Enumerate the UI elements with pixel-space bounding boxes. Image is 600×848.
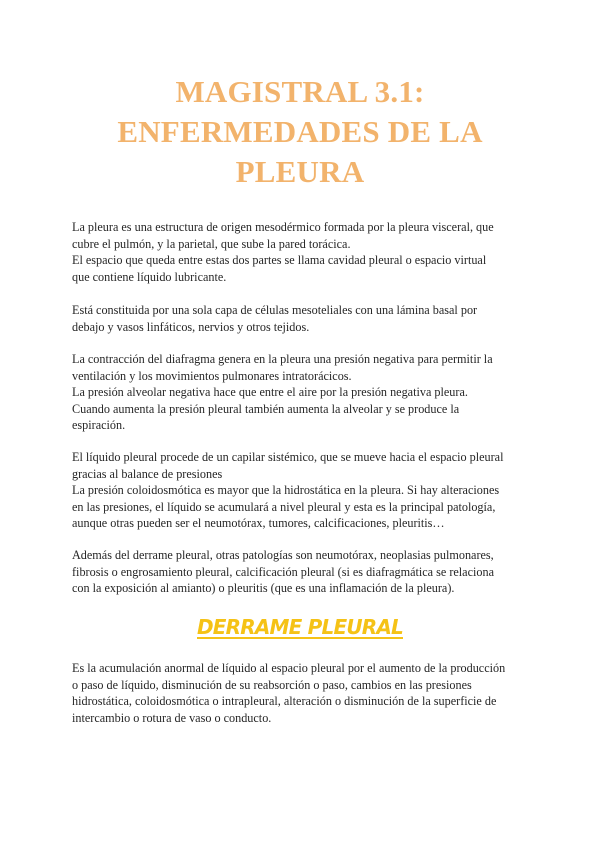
paragraph-derrame-definition [72, 660, 534, 726]
text-line: Es la acumulación anormal de líquido al espacio pleural por el aumento de la producción [72, 661, 506, 675]
text-line: La presión coloidosmótica es mayor que la hidrostática en la pleura. Si hay alteraciones [72, 483, 500, 498]
text-line: debajo y vasos linfáticos, nervios y otros tejidos. [72, 319, 310, 334]
text-line: Cuando aumenta la presión pleural también aumenta la alveolar y se produce la [72, 401, 460, 416]
text-line: o paso de líquido, disminución de su reabsorción o paso, cambios en las presiones [72, 677, 472, 692]
text-line: Además del derrame pleural, otras patologías son neumotórax, neoplasias pulmonares, [72, 548, 494, 562]
title-line: MAGISTRAL 3.1: [175, 74, 425, 109]
title-line: ENFERMEDADES DE LA [117, 114, 483, 149]
text-line: fibrosis o engrosamiento pleural, calcificación pleural (si es diafragmática se relaciona [72, 564, 494, 579]
text-line: La pleura es una estructura de origen mesodérmico formada por la pleura visceral, que [72, 220, 494, 234]
text-line: El espacio que queda entre estas dos partes se llama cavidad pleural o espacio virtual [72, 253, 487, 268]
page-title [60, 72, 540, 192]
paragraph-pleura-structure [72, 219, 534, 285]
paragraph-composition [72, 302, 534, 335]
text-line: aunque otras pueden ser el neumotórax, tumores, calcificaciones, pleuritis… [72, 516, 445, 531]
text-line: en las presiones, el líquido se acumulará a nivel pleural y esta es la principal patología, [72, 499, 496, 514]
text-line: hidrostática, coloidosmótica o intrapleural, alteración o disminución de la superficie de [72, 694, 497, 709]
text-line: La presión alveolar negativa hace que entre el aire por la presión negativa pleura. [72, 385, 468, 400]
text-line: cubre el pulmón, y la parietal, que sube la pared torácica. [72, 236, 351, 251]
text-line: ventilación y los movimientos pulmonares intratorácicos. [72, 368, 352, 383]
text-line: espiración. [72, 418, 126, 433]
section-heading-derrame-pleural: DERRAME PLEURAL [197, 615, 403, 639]
text-line: Está constituida por una sola capa de células mesoteliales con una lámina basal por [72, 303, 478, 317]
title-line: PLEURA [235, 154, 365, 189]
text-line: El líquido pleural procede de un capilar sistémico, que se mueve hacia el espacio pleural [72, 450, 504, 464]
paragraph-pleural-fluid [72, 449, 534, 532]
text-line: con la exposición al amianto) o pleuritis (que es una inflamación de la pleura). [72, 581, 455, 596]
text-line: La contracción del diafragma genera en la pleura una presión negativa para permitir la [72, 352, 493, 366]
paragraph-diaphragm [72, 351, 534, 434]
text-line: que contiene líquido lubricante. [72, 269, 227, 284]
text-line: intercambio o rotura de vaso o conducto. [72, 710, 272, 725]
paragraph-other-pathologies [72, 547, 534, 597]
text-line: gracias al balance de presiones [72, 466, 223, 481]
